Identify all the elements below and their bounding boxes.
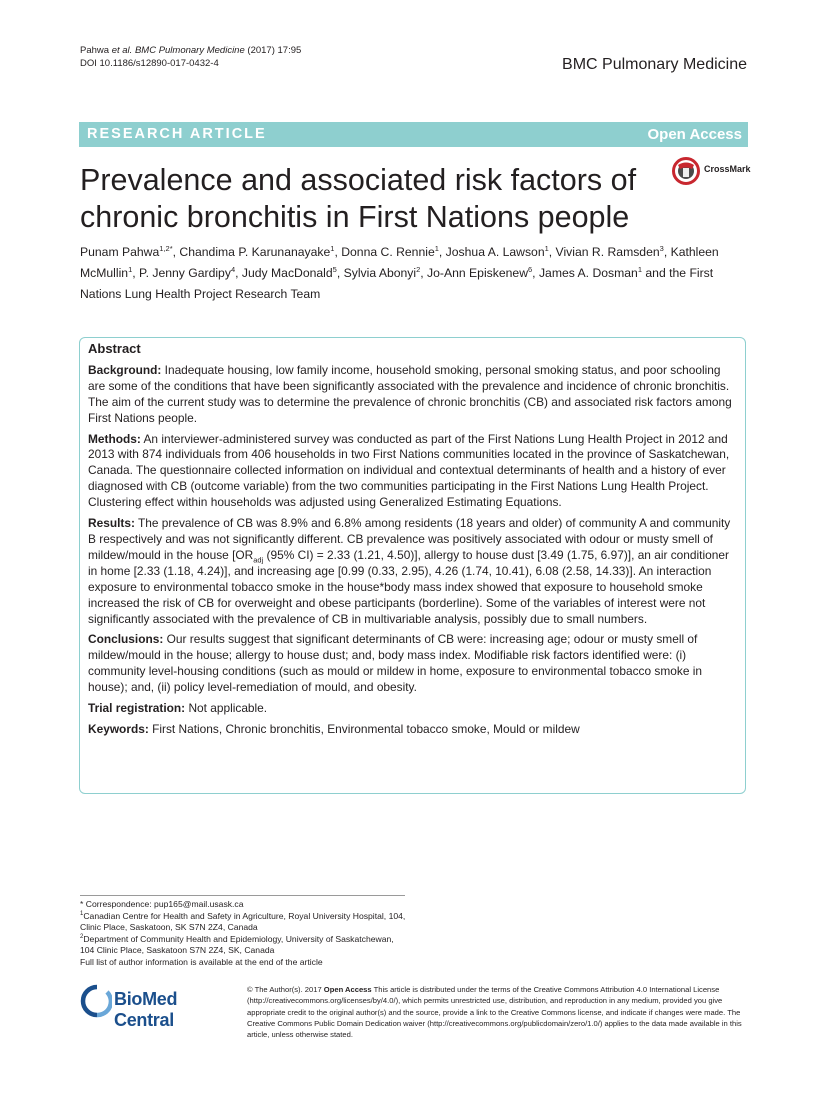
conclusions-text: Our results suggest that significant determinants of CB were: increasing age; odour or musty smell of mildew/mould in the house; allergy to house dust; and, body mass index. Modifiable risk factors identified were: (i) community level-housing conditions (such as mould or mildew in home, exposure to environmental tobacco smoke in house); and, (ii) policy level-remediation of mould, and obesity. [88,632,702,695]
header-year-volume: (2017) 17:95 [244,45,302,56]
abstract-heading: Abstract [88,341,141,356]
background-label: Background: [88,362,162,377]
abstract-conclusions [88,632,740,696]
methods-label: Methods: [88,431,141,446]
header-doi[interactable]: DOI 10.1186/s12890-017-0432-4 [80,58,219,69]
affiliation-sup: 2 [80,933,84,940]
results-label: Results: [88,516,135,531]
conclusions-label: Conclusions: [88,632,164,647]
abstract [88,341,740,743]
article-type-banner [79,122,748,147]
author-affiliation-sup: 1 [434,243,439,253]
article-type-label: RESEARCH ARTICLE [87,126,267,142]
crossmark-label: CrossMark [704,164,751,174]
abstract-keywords [88,722,740,738]
background-text: Inadequate housing, low family income, household smoking, personal smoking status, and poor schooling are some of the conditions that have been significantly associated with the prevalence and incidence of chronic bronchitis. The aim of the current study was to determine the prevalence of chronic bronchitis (CB) and associated risk factors among First Nations people. [88,362,732,425]
affiliation-sup: 1 [80,910,84,917]
author-affiliation-sup: 1 [544,243,549,253]
header-journal-citation: et al. BMC Pulmonary Medicine [111,45,245,56]
author-name: , P. Jenny Gardipy [132,266,231,280]
author-name: , Joshua A. Lawson [438,245,545,259]
biomed-central-logo[interactable] [80,982,240,1030]
license-statement [247,984,747,1040]
author-name: , Kathleen McMullin [80,245,719,280]
affiliation-text: Department of Community Health and Epidemiology, University of Saskatchewan, 104 Clinic Place, Saskatoon S7N 2Z4, SK, Canada [80,933,394,956]
author-list [80,242,752,305]
affiliation-text: Canadian Centre for Health and Safety in Agriculture, Royal University Hospital, 104, Clinic Place, Saskatoon, SK S7N 2Z4, Canada [80,910,406,933]
author-affiliation-sup: 6 [528,264,533,274]
journal-name: BMC Pulmonary Medicine [562,56,747,73]
author-affiliation-sup: 2 [416,264,421,274]
affiliation-2 [80,934,410,957]
abstract-methods [88,432,740,512]
keywords-text: First Nations, Chronic bronchitis, Environmental tobacco smoke, Mould or mildew [148,721,580,736]
footnotes [80,899,410,969]
open-access-label: Open Access [647,126,742,143]
keywords-label: Keywords: [88,721,149,736]
author-name: , James A. Dosman [532,266,638,280]
abstract-trial-registration [88,701,740,717]
trial-label: Trial registration: [88,701,186,716]
results-subscript: adj [253,555,264,565]
research-team: and the First Nations Lung Health Project Research Team [80,266,714,301]
article-title: Prevalence and associated risk factors of chronic bronchitis in First Nations people [80,163,637,234]
header-author: Pahwa [80,45,110,56]
author-name: , Vivian R. Ramsden [548,245,660,259]
author-affiliation-sup: 4 [230,264,236,274]
results-text: The prevalence of CB was 8.9% and 6.8% among residents (18 years and older) of community A and community B respectively and was not significantly different. CB prevalence was positively associated with odour or musty smell of mildew/mould in the house [OR [88,516,731,562]
copyright: © The Author(s). 2017 [247,985,324,994]
author-name: , Chandima P. Karunanayake [172,245,331,259]
author-name: , Donna C. Rennie [334,245,435,259]
footnote-divider [80,895,405,896]
methods-text: An interviewer-administered survey was conducted as part of the First Nations Lung Health Project in 2012 and 2013 with 874 individuals from 406 households in two First Nations communities located in the province of Saskatchewan, Canada. The questionnaire collected information on individual and contextual determinants of health and a history of ever diagnosed with CB (outcome variable) from the two communities participating in the First Nations Lung Health Project. Clustering effect within households was adjusted using Generalized Estimating Equations. [88,431,730,510]
author-affiliation-sup: 1 [330,243,335,253]
author-name: , Judy MacDonald [235,266,333,280]
author-name: Punam Pahwa [80,245,160,259]
author-affiliation-sup: 1 [637,264,643,274]
author-affiliation-sup: 1 [128,264,133,274]
crossmark-icon [672,157,700,185]
author-name: , Jo-Ann Episkenew [420,266,528,280]
biomed-central-logo-icon [80,984,112,1018]
license-text: This article is distributed under the terms of the Creative Commons Attribution 4.0 International License (http://creativecommons.org/licenses/by/4.0/), which permits unrestricted use, distribution, and reproduction in any medium, provided you give appropriate credit to the original author(s) and the source, provide a link to the Creative Commons license, and indicate if changes were made. The Creative Commons Public Domain Dedication waiver (http://creativecommons.org/publicdomain/zero/1.0/) applies to the data made available in this article, unless otherwise stated. [247,985,742,1040]
crossmark-badge[interactable] [672,157,752,185]
license-open-access: Open Access [323,985,372,994]
running-header-citation [80,44,301,70]
author-name: , Sylvia Abonyi [336,266,417,280]
abstract-results [88,516,740,627]
publisher-name: BioMed Central [114,989,178,1030]
author-affiliation-sup: 3 [659,243,664,253]
results-text-cont: (95% CI) = 2.33 (1.21, 4.50)], allergy to house dust [3.49 (1.75, 6.97)], an air conditioner in home [2.33 (1.18, 4.24)], and increasing age [0.99 (0.33, 2.95), 4.26 (1.74, 10.41), 6.08 (2.58, 14.33)]. An interaction exposure to environmental tobacco smoke in the house*body mass index showed that exposure to household smoke increased the risk of CB for overweight and obese participants (borderline). Some of the variables of interest were not significantly associated with the prevalence of CB in multivariable analysis, possibly due to small numbers. [88,547,729,626]
full-author-info-note: Full list of author information is available at the end of the article [80,956,323,967]
abstract-background [88,363,740,427]
correspondence-email[interactable]: * Correspondence: pup165@mail.usask.ca [80,899,244,909]
author-affiliation-sup: 5 [332,264,337,274]
affiliation-1 [80,911,410,934]
author-affiliation-sup: 1,2* [159,243,173,253]
trial-text: Not applicable. [185,701,268,716]
